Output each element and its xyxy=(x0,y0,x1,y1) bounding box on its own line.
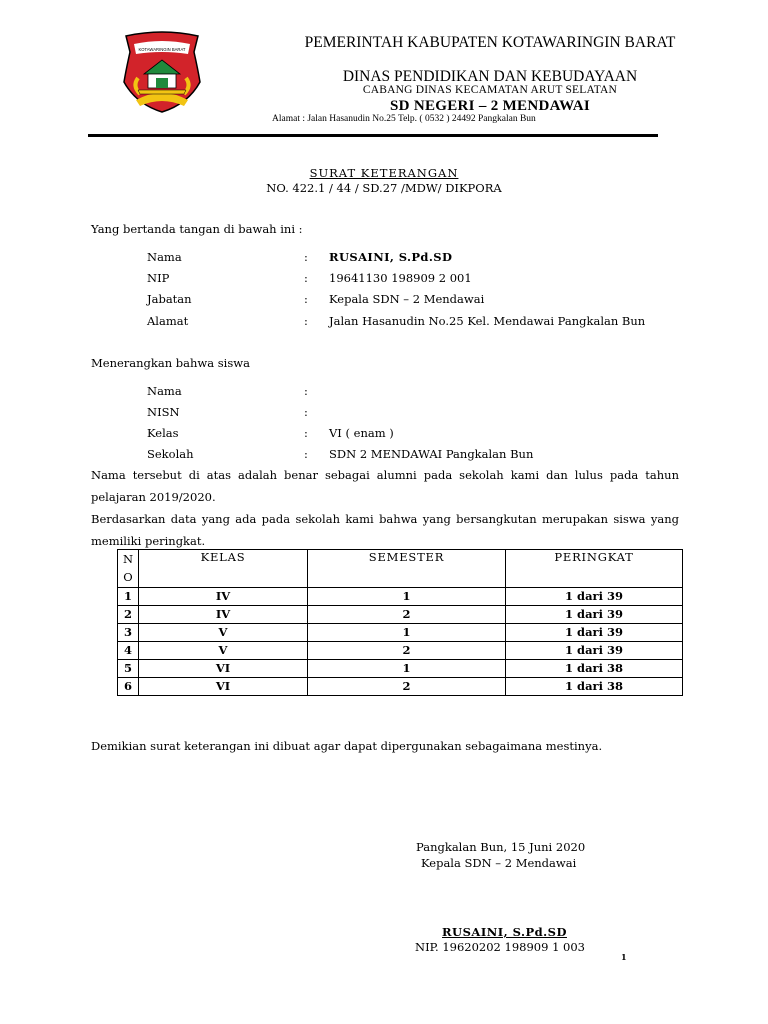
cell-kelas: V xyxy=(139,624,308,642)
cell-no: 4 xyxy=(118,642,139,660)
signer-address-colon: : xyxy=(304,314,308,328)
alumni-statement: Nama tersebut di atas adalah benar sebagai alumni pada sekolah kami dan lulus pada tahun pelajaran 2019/2020. xyxy=(91,468,679,504)
cell-kelas: IV xyxy=(139,606,308,624)
cell-semester: 1 xyxy=(308,660,506,678)
cell-kelas: VI xyxy=(139,660,308,678)
table-row xyxy=(118,624,683,642)
cell-no: 1 xyxy=(118,588,139,606)
department-name: DINAS PENDIDIKAN DAN KEBUDAYAAN xyxy=(342,68,638,85)
ranking-table xyxy=(117,549,683,696)
col-header-semester: SEMESTER xyxy=(308,550,506,588)
signer-position-label: Jabatan xyxy=(147,292,192,306)
cell-semester: 2 xyxy=(308,606,506,624)
student-name-label: Nama xyxy=(147,384,182,398)
cell-no: 3 xyxy=(118,624,139,642)
signer-name-value: RUSAINI, S.Pd.SD xyxy=(329,250,453,264)
school-address: Alamat : Jalan Hasanudin No.25 Telp. ( 0532 ) 24492 Pangkalan Bun xyxy=(272,114,536,124)
cell-kelas: IV xyxy=(139,588,308,606)
cell-peringkat: 1 dari 38 xyxy=(506,678,683,696)
signer-position-footer: Kepala SDN – 2 Mendawai xyxy=(421,856,577,870)
ranking-statement: Berdasarkan data yang ada pada sekolah kami bahwa yang bersangkutan merupakan siswa yang memiliki peringkat. xyxy=(91,512,679,548)
cell-no: 2 xyxy=(118,606,139,624)
table-row xyxy=(118,678,683,696)
signer-position-colon: : xyxy=(304,292,308,306)
regency-emblem-logo xyxy=(118,30,206,114)
student-school-label: Sekolah xyxy=(147,447,194,461)
cell-semester: 1 xyxy=(308,588,506,606)
page-number: 1 xyxy=(621,952,627,962)
signer-position-value: Kepala SDN – 2 Mendawai xyxy=(329,292,485,306)
table-row xyxy=(118,642,683,660)
branch-office-name: CABANG DINAS KECAMATAN ARUT SELATAN xyxy=(362,84,618,96)
cell-peringkat: 1 dari 39 xyxy=(506,606,683,624)
student-nisn-label: NISN xyxy=(147,405,180,419)
cell-semester: 2 xyxy=(308,678,506,696)
cell-no: 6 xyxy=(118,678,139,696)
table-row xyxy=(118,588,683,606)
col-header-peringkat: PERINGKAT xyxy=(506,550,683,588)
signer-nip-value: 19641130 198909 2 001 xyxy=(329,271,472,285)
signer-name-footer: RUSAINI, S.Pd.SD xyxy=(442,925,567,939)
col-header-kelas: KELAS xyxy=(139,550,308,588)
signer-nip-footer: NIP. 19620202 198909 1 003 xyxy=(415,940,585,954)
col-header-no: NO xyxy=(118,550,139,588)
school-name: SD NEGERI – 2 MENDAWAI xyxy=(390,98,590,114)
cell-peringkat: 1 dari 38 xyxy=(506,660,683,678)
signer-address-value: Jalan Hasanudin No.25 Kel. Mendawai Pangkalan Bun xyxy=(329,314,646,328)
logo-band-text: KOTAWARINGIN BARAT xyxy=(138,47,186,52)
closing-statement: Demikian surat keterangan ini dibuat agar dapat dipergunakan sebagaimana mestinya. xyxy=(91,739,603,753)
cell-peringkat: 1 dari 39 xyxy=(506,624,683,642)
cell-peringkat: 1 dari 39 xyxy=(506,588,683,606)
cell-no: 5 xyxy=(118,660,139,678)
cell-kelas: V xyxy=(139,642,308,660)
student-class-colon: : xyxy=(304,426,308,440)
student-name-colon: : xyxy=(304,384,308,398)
student-school-colon: : xyxy=(304,447,308,461)
signer-address-label: Alamat xyxy=(147,314,189,328)
signer-name-label: Nama xyxy=(147,250,182,264)
student-nisn-colon: : xyxy=(304,405,308,419)
place-date: Pangkalan Bun, 15 Juni 2020 xyxy=(416,840,586,854)
student-intro-text: Menerangkan bahwa siswa xyxy=(91,356,250,370)
signer-nip-colon: : xyxy=(304,271,308,285)
student-class-value: VI ( enam ) xyxy=(329,426,394,440)
intro-text: Yang bertanda tangan di bawah ini : xyxy=(91,222,303,236)
cell-semester: 1 xyxy=(308,624,506,642)
government-name: PEMERINTAH KABUPATEN KOTAWARINGIN BARAT xyxy=(304,34,676,51)
signer-nip-label: NIP xyxy=(147,271,170,285)
letterhead-divider xyxy=(88,134,658,137)
student-school-value: SDN 2 MENDAWAI Pangkalan Bun xyxy=(329,447,534,461)
signer-name-colon: : xyxy=(304,250,308,264)
student-class-label: Kelas xyxy=(147,426,179,440)
cell-semester: 2 xyxy=(308,642,506,660)
table-row xyxy=(118,660,683,678)
cell-peringkat: 1 dari 39 xyxy=(506,642,683,660)
document-title: SURAT KETERANGAN xyxy=(309,166,459,180)
table-row xyxy=(118,606,683,624)
cell-kelas: VI xyxy=(139,678,308,696)
table-header-row xyxy=(118,550,683,588)
document-number: NO. 422.1 / 44 / SD.27 /MDW/ DIKPORA xyxy=(266,181,502,195)
